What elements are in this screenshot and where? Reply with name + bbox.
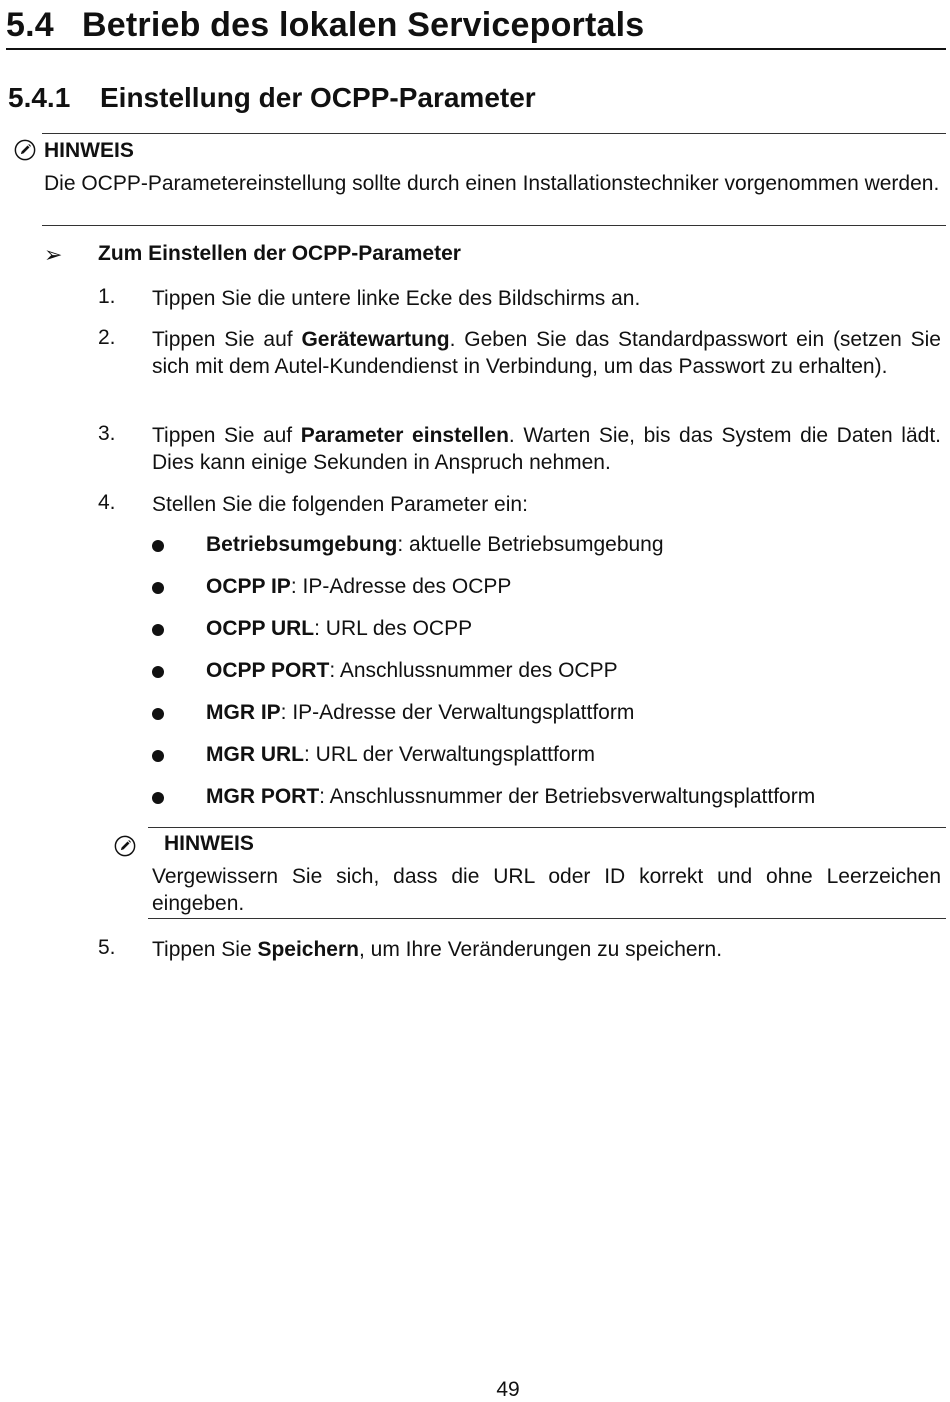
param-name: MGR URL (206, 743, 304, 766)
section-divider (6, 48, 946, 50)
step-text: Tippen Sie die untere linke Ecke des Bildschirms an. (152, 287, 641, 310)
bullet-icon (152, 624, 164, 636)
param-item (206, 575, 511, 599)
pencil-icon (114, 835, 136, 857)
step-number: 4. (98, 491, 116, 514)
menu-item-label: Gerätewartung (301, 328, 450, 351)
pencil-icon (14, 139, 36, 161)
button-label: Speichern (257, 938, 359, 961)
page-number: 49 (496, 1378, 520, 1401)
note2-bottom-rule (148, 918, 946, 919)
param-name: MGR IP (206, 701, 281, 724)
section-heading (6, 6, 644, 45)
step-number: 1. (98, 285, 116, 308)
step-text: Stellen Sie die folgenden Parameter ein: (152, 493, 528, 516)
param-item (206, 701, 634, 725)
step-text-post: , um Ihre Veränderungen zu speichern. (359, 938, 723, 961)
step-text-pre: Tippen Sie (152, 938, 258, 961)
step-number: 5. (98, 936, 116, 959)
param-item (206, 743, 595, 767)
param-desc: : IP-Adresse des OCPP (290, 575, 512, 598)
note1-pencil-icon (14, 139, 36, 166)
note1-bottom-rule (42, 225, 946, 226)
step-text-post: . Warten Sie, bis das System die Daten lädt. Dies kann einige Sekunden in Anspruch nehmen. (152, 424, 941, 474)
subsection-title: Einstellung der OCPP-Parameter (100, 82, 536, 113)
param-item (206, 659, 618, 683)
param-desc: : URL des OCPP (314, 617, 473, 640)
param-desc: : Anschlussnummer der Betriebsverwaltungsplattform (319, 785, 816, 808)
step-text-post: . Geben Sie das Standardpasswort ein (setzen Sie sich mit dem Autel-Kundendienst in Verbindung, um das Passwort zu erhalten). (152, 328, 941, 378)
procedure-arrow-icon: ➢ (44, 242, 63, 267)
param-item (206, 785, 815, 809)
procedure-title: Zum Einstellen der OCPP-Parameter (98, 242, 461, 265)
menu-item-label: Parameter einstellen (300, 424, 509, 447)
param-desc: : URL der Verwaltungsplattform (304, 743, 596, 766)
param-name: MGR PORT (206, 785, 320, 808)
note2-top-rule (148, 827, 946, 828)
subsection-heading (8, 82, 536, 114)
param-item (206, 617, 472, 641)
param-item (206, 533, 664, 557)
param-desc: : IP-Adresse der Verwaltungsplattform (280, 701, 635, 724)
bullet-icon (152, 792, 164, 804)
step-number: 2. (98, 326, 116, 349)
bullet-icon (152, 582, 164, 594)
note1-text: Die OCPP-Parametereinstellung sollte durch einen Installationstechniker vorgenommen werden. (44, 172, 940, 195)
bullet-icon (152, 750, 164, 762)
step-number: 3. (98, 422, 116, 445)
bullet-icon (152, 708, 164, 720)
bullet-icon (152, 666, 164, 678)
section-number: 5.4 (6, 6, 54, 44)
note1-top-rule (42, 133, 946, 134)
section-title: Betrieb des lokalen Serviceportals (82, 6, 645, 44)
note2-pencil-icon (114, 835, 136, 862)
param-desc: : aktuelle Betriebsumgebung (397, 533, 664, 556)
param-desc: : Anschlussnummer des OCPP (329, 659, 618, 682)
step-text (152, 422, 941, 476)
param-name: OCPP URL (206, 617, 315, 640)
param-name: Betriebsumgebung (206, 533, 398, 556)
subsection-number: 5.4.1 (8, 82, 71, 113)
step-text (152, 326, 941, 380)
note2-text: Vergewissern Sie sich, dass die URL oder ID korrekt und ohne Leerzeichen eingeben. (152, 865, 941, 915)
note1-title: HINWEIS (44, 139, 134, 162)
param-name: OCPP IP (206, 575, 291, 598)
param-name: OCPP PORT (206, 659, 330, 682)
step-text (152, 936, 941, 963)
bullet-icon (152, 540, 164, 552)
step-text-pre: Tippen Sie auf (152, 424, 301, 447)
step-text-pre: Tippen Sie auf (152, 328, 302, 351)
note2-title: HINWEIS (164, 832, 254, 855)
